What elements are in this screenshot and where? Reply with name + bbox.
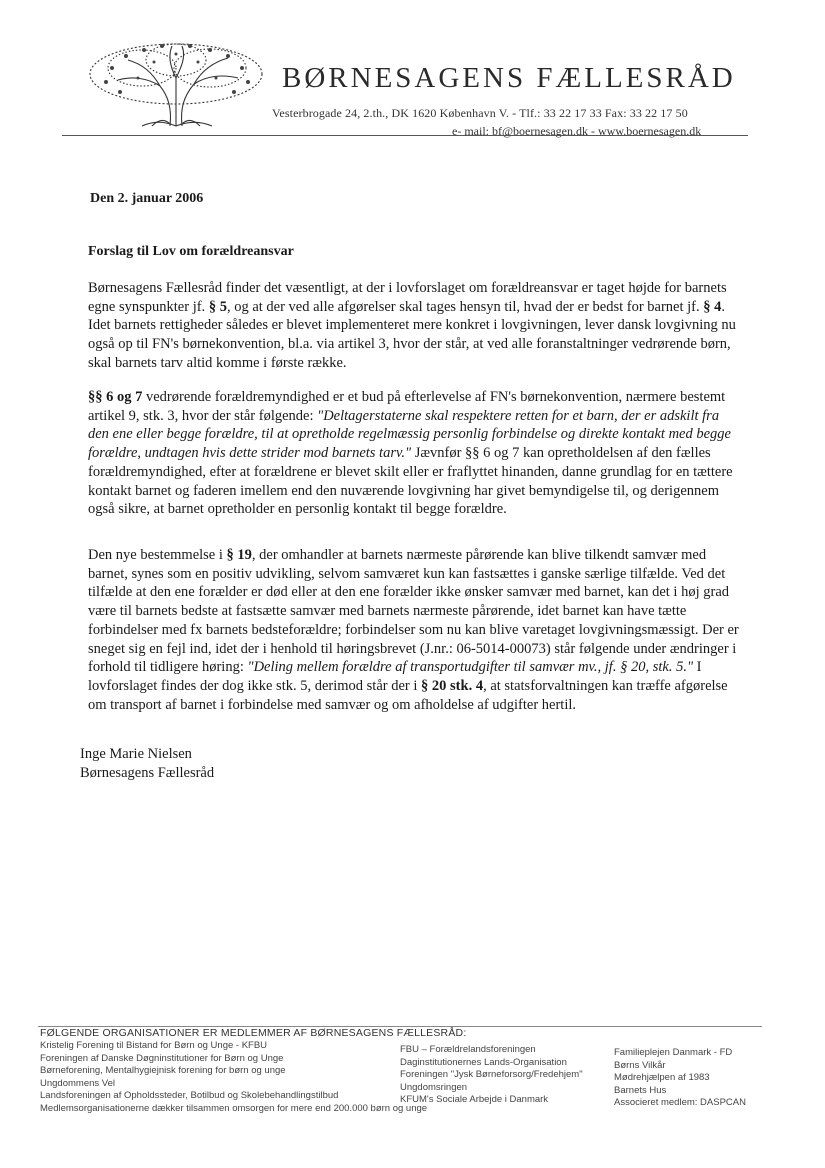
organization-address: Vesterbrogade 24, 2.th., DK 1620 København V. - Tlf.: 33 22 17 33 Fax: 33 22 17 50 — [272, 106, 688, 120]
footer-member: Ungdomsringen — [400, 1081, 468, 1093]
footer-member: Barnets Hus — [614, 1084, 667, 1096]
bold-reference: §§ 6 og 7 — [88, 389, 143, 405]
footer-member: Børns Vilkår — [614, 1059, 666, 1071]
signature-block — [80, 745, 214, 783]
footer-member: Familieplejen Danmark - FD — [614, 1047, 733, 1058]
footer-member: Kristelig Forening til Bistand for Børn og Unge - KFBU — [40, 1040, 268, 1051]
body-paragraph-2 — [88, 388, 743, 519]
footer-member: Associeret medlem: DASPCAN — [614, 1097, 746, 1109]
footer-member: Mødrehjælpen af 1983 — [614, 1072, 710, 1084]
footer-member: Daginstitutionernes Lands-Organisation — [400, 1056, 567, 1068]
body-paragraph-3 — [88, 546, 743, 714]
bold-reference: § 19 — [226, 547, 252, 563]
paragraph-text: vedrørende forældremyndighed er et bud på efterlevelse af FN's børnekonvention, nærmere bestemt artikel 9, stk. 3, hvor der står følgende: — [88, 389, 726, 424]
paragraph-text: Jævnfør §§ 6 og 7 kan opretholdelsen af den fælles forældremyndighed, efter at forældrene er blevet skilt eller er fraflyttet hinanden, danne grundlag for en tættere kontakt barnet og faderen imellem end den nuværende lovgivning har givet bemyndigelse til, og derigennem også sikre, at barnet opretholder en personlig kontakt til begge forældre. — [88, 445, 733, 518]
paragraph-text: Den nye bestemmelse i — [88, 547, 227, 563]
body-paragraph-1 — [88, 279, 743, 373]
tree-logo-icon — [82, 38, 270, 130]
bold-reference: § 4 — [703, 298, 722, 315]
paragraph-text: . Idet barnets rettigheder således er blevet implementeret mere konkret i lovgivningen, lever dansk lovgivning nu også op til FN's børnekonvention, bl.a. via artikel 3, hvor der står, at ved alle foranstaltninger vedrørende børn, skal barnets tarv altid komme i første række. — [88, 298, 736, 371]
letter-date: Den 2. januar 2006 — [90, 191, 204, 206]
footer-member: Ungdommens Vel — [40, 1077, 115, 1089]
footer-member: Landsforeningen af Opholdssteder, Botilbud og Skolebehandlingstilbud — [40, 1090, 339, 1102]
header-divider — [62, 135, 748, 136]
footer-members-column-3 — [614, 1047, 746, 1110]
footer-members-column-2 — [400, 1044, 583, 1107]
signature-name: Inge Marie Nielsen — [80, 746, 192, 762]
quoted-text: "Deltagerstaterne skal respektere retten for et barn, der er adskilt fra den ene eller begge forældre, til at opretholde regelmæssig personlig forbindelse og direkte kontakt med begge forældre, undtagen hvis dette strider mod barnets tarv." — [88, 407, 731, 462]
organization-contact: e- mail: bf@boernesagen.dk - www.boernesagen.dk — [452, 124, 702, 138]
paragraph-text: I lovforslaget findes der dog ikke stk. 5, derimod står der i — [88, 659, 702, 694]
paragraph-text: , der omhandler at barnets nærmeste pårørende kan blive tilkendt samvær med barnet, synes som en positiv udvikling, selvom samværet kun kan fastsættes i ganske særlige tilfælde. Ved det tilfælde at den ene forælder er død eller at den ene forælder ikke ønsker samvær med barnet, kan det i høj grad være til barnets bedste at fastsætte samvær med barnets nærmeste pårørende, idet barnet kan have tætte forbindelser med fx barnets bedsteforældre; forbindelser som nu kan blive varetaget lovgivningsmæssigt. Der er sneget sig en fejl ind, idet der i henhold til høringsbrevet (J.nr.: 06-5014-00073) står følgende under ændringer i forhold til tidligere høring: — [88, 547, 739, 676]
quoted-text: "Deling mellem forældre af transportudgifter til samvær mv., jf. § 20, stk. 5." — [247, 659, 694, 676]
footer-member: Børneforening, Mentalhygiejnisk forening for børn og unge — [40, 1065, 286, 1077]
organization-name: BØRNESAGENS FÆLLESRÅD — [282, 62, 736, 94]
footer-member: FBU – Forældrelandsforeningen — [400, 1044, 536, 1055]
paragraph-text: , at statsforvaltningen kan træffe afgørelse om transport af barnet i forbindelse med samvær og om afholdelse af udgifter hertil. — [88, 677, 728, 713]
footer-member: KFUM's Sociale Arbejde i Danmark — [400, 1094, 549, 1106]
paragraph-text: Børnesagens Fællesråd finder det væsentligt, at der i lovforslaget om forældreansvar er taget højde for barnets egne synspunkter jf. — [88, 280, 727, 315]
letter-subject: Forslag til Lov om forældreansvar — [88, 244, 294, 259]
footer-member: Foreningen "Jysk Børneforsorg/Fredehjem" — [400, 1069, 583, 1081]
footer-member-note: Medlemsorganisationerne dækker tilsammen omsorgen for mere end 200.000 børn og unge — [40, 1102, 428, 1114]
footer-members-column-1 — [40, 1040, 427, 1116]
paragraph-text: , og at der ved alle afgørelser skal tages hensyn til, hvad der er bedst for barnet jf. — [226, 298, 704, 315]
bold-reference: § 5 — [208, 298, 227, 315]
signature-organization: Børnesagens Fællesråd — [80, 765, 215, 781]
footer-member: Foreningen af Danske Døgninstitutioner for Børn og Unge — [40, 1052, 284, 1064]
bold-reference: § 20 stk. 4 — [421, 677, 484, 694]
footer-title: FØLGENDE ORGANISATIONER ER MEDLEMMER AF BØRNESAGENS FÆLLESRÅD: — [40, 1027, 467, 1039]
